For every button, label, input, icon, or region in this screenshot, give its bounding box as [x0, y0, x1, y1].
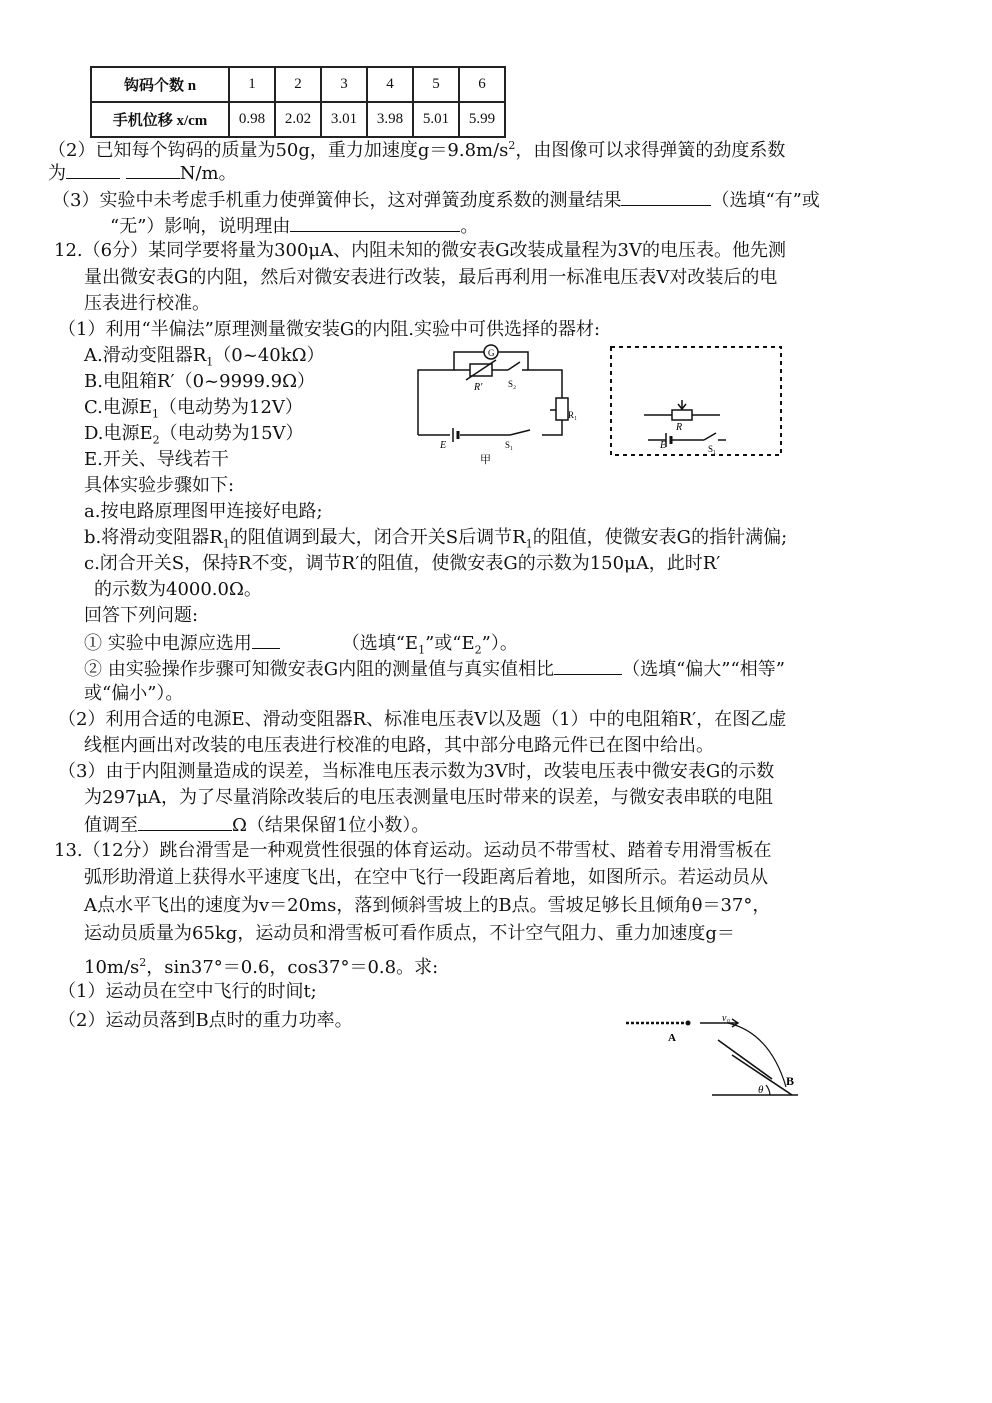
svg-text:甲: 甲 [480, 454, 491, 465]
option-b: B.电阻箱R′（0~9999.9Ω） [84, 371, 316, 392]
sub-question-2-cont: 或“偏小”）。 [84, 683, 184, 704]
answer-blank[interactable] [66, 160, 120, 179]
step-c: c.闭合开关S，保持R不变，调节R′的阻值，使微安表G的示数为150μA，此时R′ [84, 553, 721, 574]
steps-heading: 具体实验步骤如下: [84, 475, 235, 496]
answer-blank[interactable] [554, 656, 622, 675]
q13-line1: 13.（12分）跳台滑雪是一种观赏性很强的体育运动。运动员不带雪杖、踏着专用滑雪板在 [54, 840, 772, 861]
svg-text:θ: θ [758, 1084, 764, 1096]
step-b: b.将滑动变阻器$R_1$的阻值调到最大，闭合开关S后调节$R_1$的阻值，使微安表G的指针满偏; [84, 527, 788, 551]
table-cell: 6 [459, 67, 505, 102]
step-c-cont: 的示数为4000.0Ω。 [94, 579, 262, 600]
option-d: D.电源$E_2$（电动势为15V） [84, 423, 304, 447]
table-cell: 3 [321, 67, 367, 102]
table-cell: 4 [367, 67, 413, 102]
table-cell: 0.98 [229, 102, 275, 137]
q12-part3-line3: 值调至 Ω（结果保留1位小数）。 [84, 812, 429, 838]
answer-blank[interactable] [252, 630, 280, 649]
table-cell: 3.98 [367, 102, 413, 137]
svg-text:R: R [676, 422, 683, 433]
q11-part2-line2: 为 N/m。 [48, 160, 237, 186]
q13-line3: A点水平飞出的速度为v＝20ms，落到倾斜雪坡上的B点。雪坡足够长且倾角θ＝37°， [84, 895, 771, 916]
svg-text:E: E [440, 440, 447, 451]
q13-line5: $10m/s^2$，sin37°＝0.6，cos37°＝0.8。求: [84, 956, 439, 978]
option-c: C.电源$E_1$（电动势为12V） [84, 397, 303, 421]
option-e: E.开关、导线若干 [84, 449, 229, 470]
answer-blank[interactable] [290, 213, 460, 232]
q12-part3-line1: （3）由于内阻测量造成的误差，当标准电压表示数为3V时，改装电压表中微安表G的示数 [58, 761, 775, 782]
q12-part3-line2: 为297μA，为了尽量消除改装后的电压表测量电压时带来的误差，与微安表串联的电阻 [84, 787, 774, 808]
table-cell: 3.01 [321, 102, 367, 137]
table-cell: 5.01 [413, 102, 459, 137]
table-header: 手机位移 x/cm [91, 102, 229, 137]
q12-part1: （1）利用“半偏法”原理测量微安装G的内阻.实验中可供选择的器材: [58, 319, 601, 340]
svg-text:S₁: S₁ [505, 440, 514, 450]
sub-question-2: ② 由实验操作步骤可知微安表G内阻的测量值与真实值相比 （选填“偏大”“相等” [84, 656, 785, 682]
table-cell: 1 [229, 67, 275, 102]
answer-blank[interactable] [126, 160, 180, 179]
svg-text:A: A [668, 1032, 676, 1044]
q12-part2-line1: （2）利用合适的电源E、滑动变阻器R、标准电压表V以及题（1）中的电阻箱R′，在图乙虚 [58, 709, 787, 730]
svg-text:S₂: S₂ [508, 379, 517, 389]
svg-text:S₁: S₁ [708, 444, 717, 454]
table-cell: 5 [413, 67, 459, 102]
q11-part3-line2: “无”）影响，说明理由 。 [110, 213, 478, 239]
table-cell: 2 [275, 67, 321, 102]
svg-text:R₁: R₁ [568, 410, 578, 420]
q13-line2: 弧形助滑道上获得水平速度飞出，在空中飞行一段距离后着地，如图所示。若运动员从 [84, 867, 768, 888]
svg-text:B: B [786, 1074, 795, 1088]
q13-question2: （2）运动员落到B点时的重力功率。 [58, 1010, 353, 1031]
option-a: A.滑动变阻器$R_1(0\sim 40k\Omega)$ [84, 345, 325, 369]
table-cell: 5.99 [459, 102, 505, 137]
table-header: 钩码个数 n [91, 67, 229, 102]
table-cell: 2.02 [275, 102, 321, 137]
svg-text:v₀: v₀ [722, 1013, 730, 1024]
sub-question-1: ① 实验中电源应选用 （选填“$E_1$”或“$E_2$”）。 [84, 630, 518, 663]
svg-text:E: E [660, 440, 667, 451]
q12-part2-line2: 线框内画出对改装的电压表进行校准的电路，其中部分电路元件已在图中给出。 [84, 735, 714, 756]
q11-part3-line1: （3）实验中未考虑手机重力使弹簧伸长，这对弹簧劲度系数的测量结果 （选填“有”或 [52, 187, 820, 213]
q13-question1: （1）运动员在空中飞行的时间t; [58, 981, 317, 1002]
q12-line2: 量出微安表G的内阻，然后对微安表进行改装，最后再利用一标准电压表V对改装后的电 [84, 267, 778, 288]
data-table [90, 66, 506, 138]
q11-part2-line1: （2）已知每个钩码的质量为50g，重力加速度$g=9.8m/s^2$，由图像可以求得弹簧的劲度系数 [48, 139, 786, 161]
ski-jump-diagram [620, 1005, 810, 1105]
q12-line1: 12.（6分）某同学要将量为300μA、内阻未知的微安表G改装成量程为3V的电压表。他先测 [54, 240, 786, 261]
svg-text:R′: R′ [474, 382, 483, 393]
svg-text:G: G [488, 348, 495, 358]
circuit-diagram-yi [608, 344, 784, 458]
answer-blank[interactable] [621, 187, 711, 206]
answer-heading: 回答下列问题: [84, 605, 199, 626]
q13-line4: 运动员质量为65kg，运动员和滑雪板可看作质点，不计空气阻力、重力加速度g＝ [84, 923, 735, 944]
step-a: a.按电路原理图甲连接好电路; [84, 501, 323, 522]
table-row [91, 67, 505, 102]
q12-line3: 压表进行校准。 [84, 293, 210, 314]
table-row [91, 102, 505, 137]
answer-blank[interactable] [138, 812, 232, 831]
circuit-diagram-jia [410, 340, 580, 465]
